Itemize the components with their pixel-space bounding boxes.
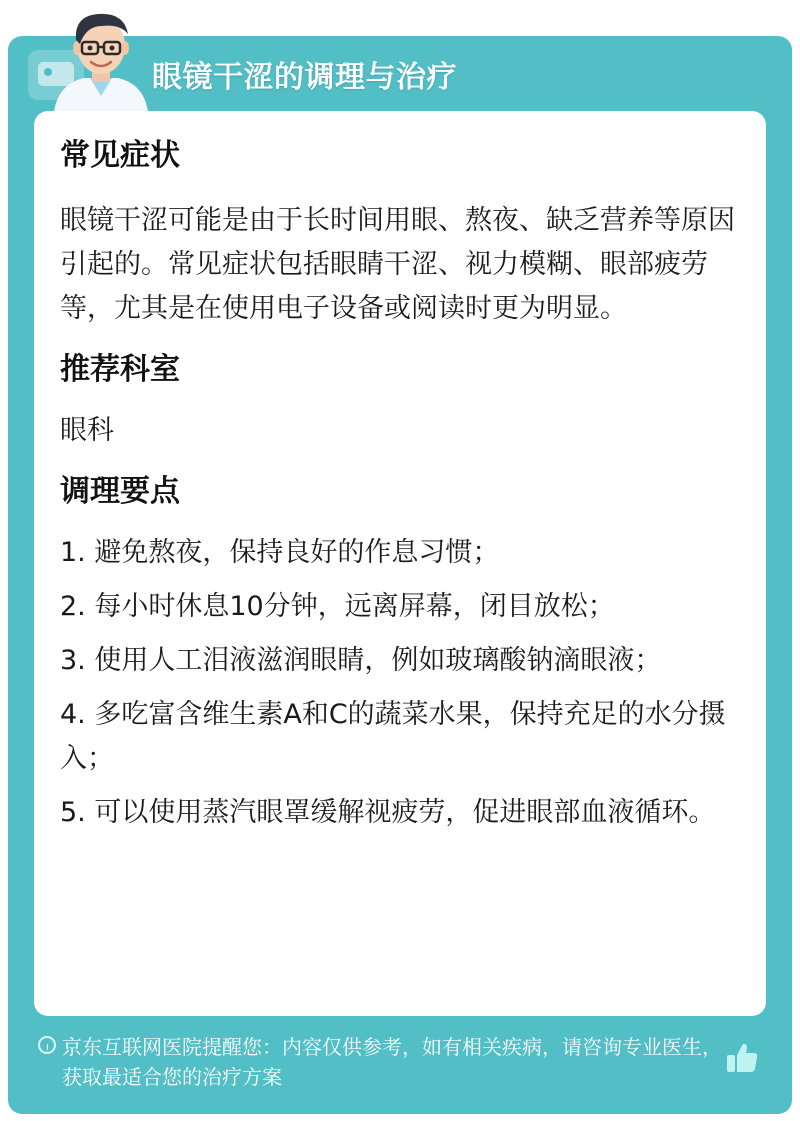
- list-item: 2. 每小时休息10分钟，远离屏幕，闭目放松；: [60, 591, 615, 622]
- list-item: 5. 可以使用蒸汽眼罩缓解视疲劳，促进眼部血液循环。: [60, 797, 716, 828]
- content-card: [34, 111, 766, 1016]
- disclaimer-footer: [38, 1032, 728, 1092]
- list-item: 3. 使用人工泪液滋润眼睛，例如玻璃酸钠滴眼液；: [60, 645, 662, 676]
- department-text: 眼科: [60, 415, 114, 446]
- list-item: 4. 多吃富含维生素A和C的蔬菜水果，保持充足的水分摄入；: [60, 699, 726, 774]
- list-item: 1. 避免熬夜，保持良好的作息习惯；: [60, 537, 500, 568]
- symptoms-text: 眼镜干涩可能是由于长时间用眼、熬夜、缺乏营养等原因引起的。常见症状包括眼睛干涩、视力模糊、眼部疲劳等，尤其是在使用电子设备或阅读时更为明显。: [60, 205, 735, 324]
- section-title-department: 推荐科室: [60, 352, 180, 387]
- disclaimer-text: 京东互联网医院提醒您：内容仅供参考，如有相关疾病，请咨询专业医生，获取最适合您的治疗方案: [62, 1035, 722, 1089]
- care-list: [60, 531, 740, 835]
- doctor-avatar: [46, 4, 156, 112]
- section-title-care: 调理要点: [60, 474, 180, 509]
- page-title: 眼镜干涩的调理与治疗: [152, 60, 457, 95]
- thumbs-up-icon[interactable]: [724, 1040, 760, 1076]
- section-title-symptoms: 常见症状: [60, 138, 180, 173]
- info-icon: [38, 1036, 56, 1054]
